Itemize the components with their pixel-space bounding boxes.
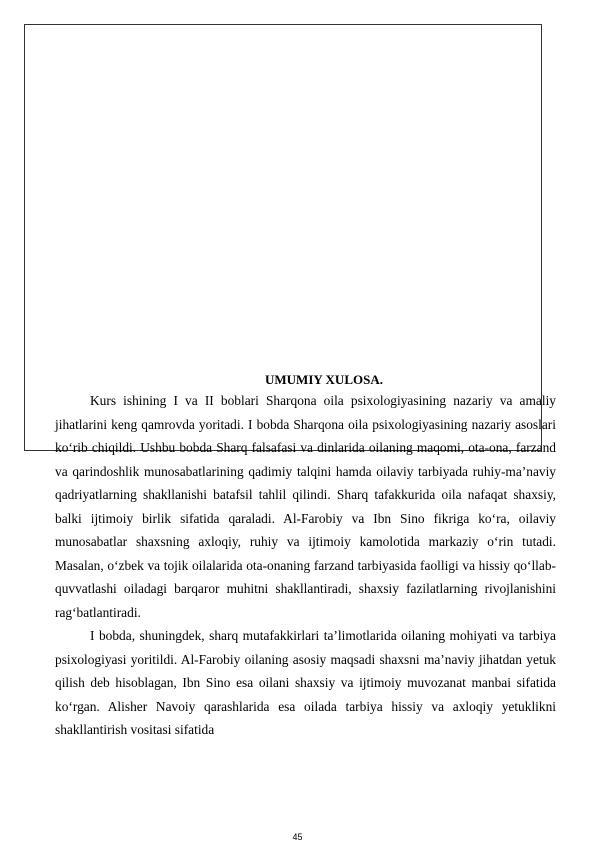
paragraph-1: Kurs ishining I va II boblari Sharqona oila psixologiyasining nazariy va amaliy jihatlarini keng qamrovda yoritadi. I bobda Sharqona oila psixologiyasining nazariy asoslari ko‘rib chiqildi. Ushbu bobda Sharq falsafasi va dinlarida oilaning maqomi, ota-ona, farzand va qarindoshlik munosabatlarining qadimiy talqini hamda oilaviy tarbiyada ruhiy-ma’naviy qadriyatlarning shakllanishi batafsil tahlil qilindi. Sharq tafakkurida oila nafaqat shaxsiy, balki ijtimoiy birlik sifatida qaraladi. Al-Farobiy va Ibn Sino fikriga ko‘ra, oilaviy munosabatlar shaxsning axloqiy, ruhiy va ijtimoiy kamolotida markaziy o‘rin tutadi. Masalan, o‘zbek va tojik oilalarida ota-onaning farzand tarbiyasida faolligi va hissiy qo‘llab-quvvatlashi oiladagi barqaror muhitni shakllantiradi, shaxsiy fazilatlarning rivojlanishini rag‘batlantiradi. [55, 393, 556, 620]
page-content [55, 371, 556, 742]
section-title: UMUMIY XULOSA. [265, 372, 383, 387]
paragraph-2: I bobda, shuningdek, sharq mutafakkirlari ta’limotlarida oilaning mohiyati va tarbiya psixologiyasi yoritildi. Al-Farobiy oilaning asosiy maqsadi shaxsni ma’naviy jihatdan yetuk qilish deb hisoblagan, Ibn Sino esa oilani shaxsiy va ijtimoiy muvozanat manbai sifatida ko‘rgan. Alisher Navoiy qarashlarida esa oilada tarbiya hissiy va axloqiy yetuklikni shakllantirish vositasi sifatida [55, 628, 556, 737]
page-number: 45 [292, 832, 303, 842]
